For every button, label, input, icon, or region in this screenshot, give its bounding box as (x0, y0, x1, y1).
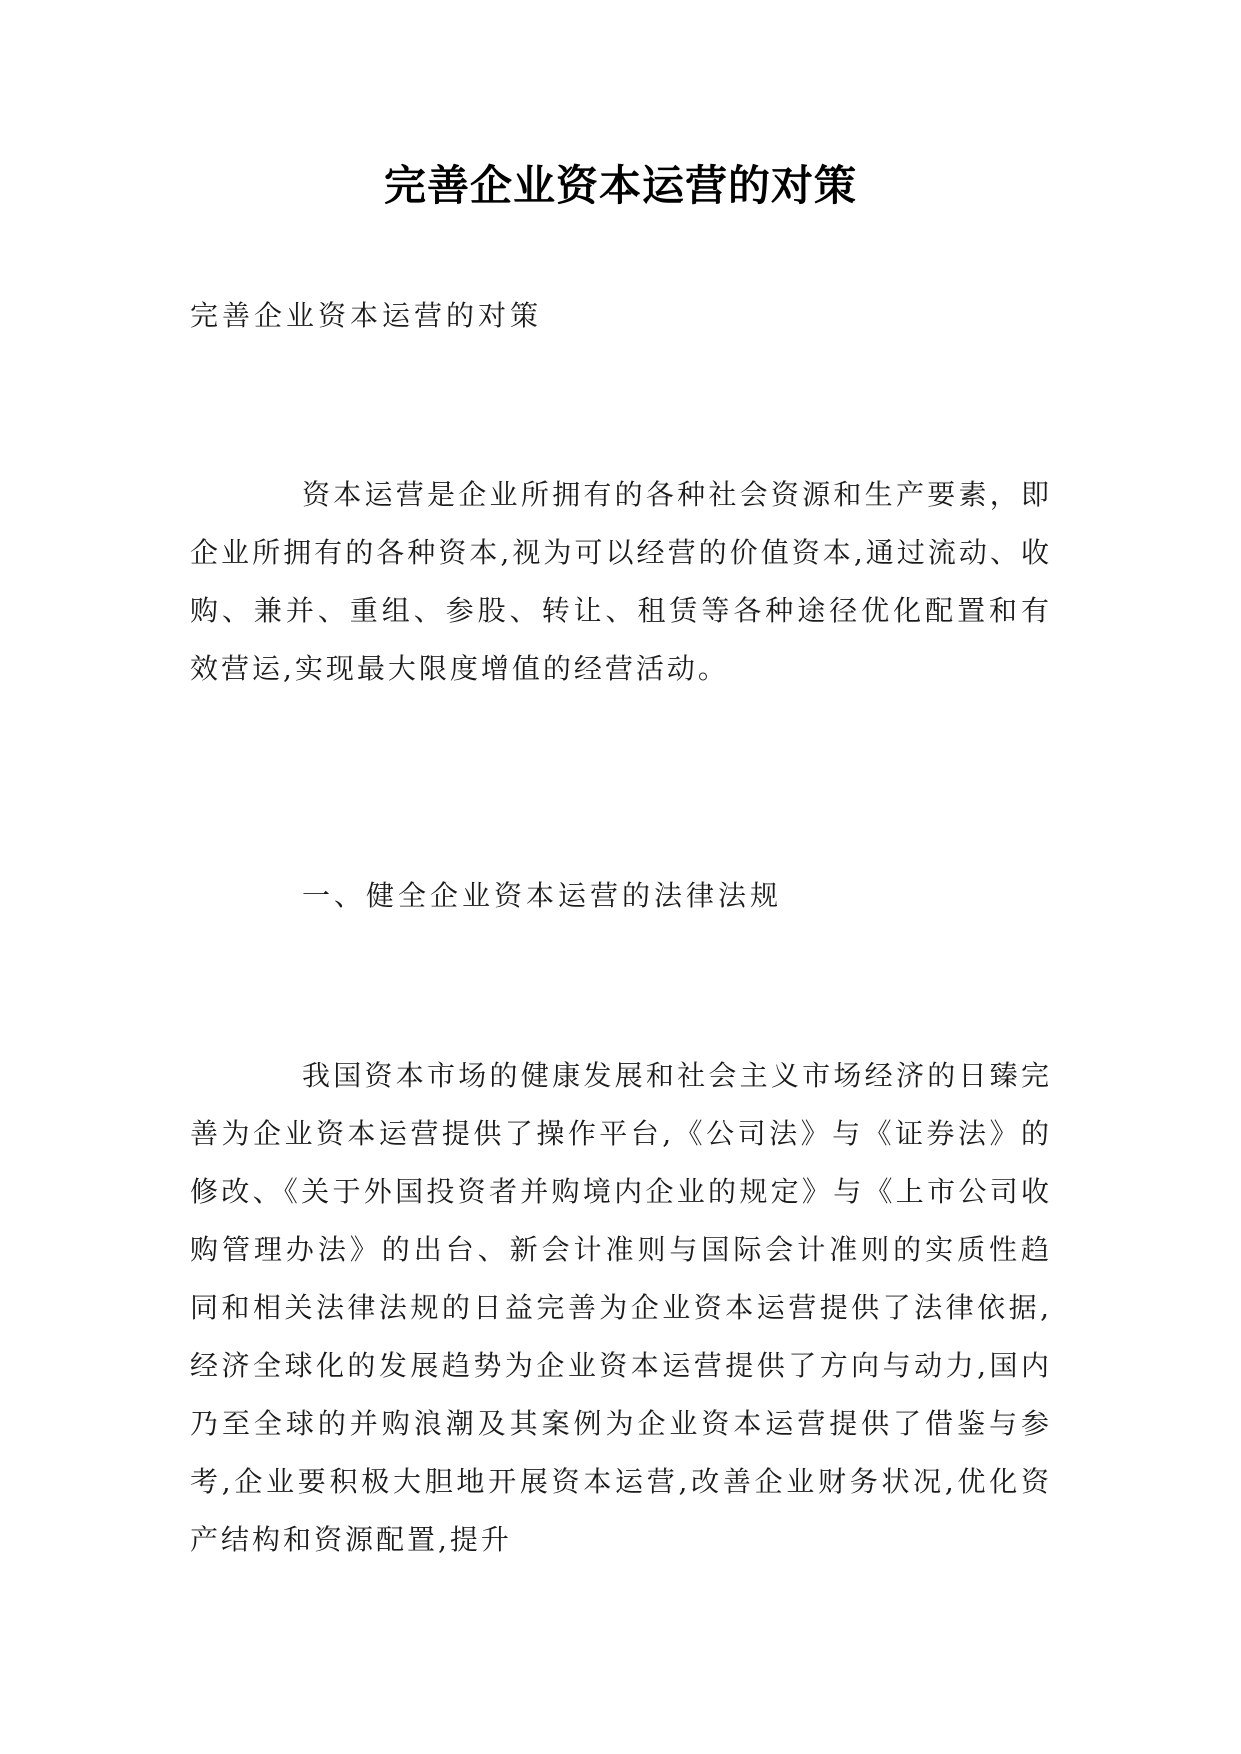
paragraph-legal-framework: 我国资本市场的健康发展和社会主义市场经济的日臻完善为企业资本运营提供了操作平台,《公司法》与《证券法》的修改、《关于外国投资者并购境内企业的规定》与《上市公司收购管理办法》的出台、新会计准则与国际会计准则的实质性趋同和相关法律法规的日益完善为企业资本运营提供了法律依据,经济全球化的发展趋势为企业资本运营提供了方向与动力,国内乃至全球的并购浪潮及其案例为企业资本运营提供了借鉴与参考,企业要积极大胆地开展资本运营,改善企业财务状况,优化资产结构和资源配置,提升 (190, 1059, 1052, 1556)
section-heading: 一、健全企业资本运营的法律法规 (302, 879, 783, 912)
paragraph-intro: 资本运营是企业所拥有的各种社会资源和生产要素，即企业所拥有的各种资本,视为可以经营的价值资本,通过流动、收购、兼并、重组、参股、转让、租赁等各种途径优化配置和有效营运,实现最大限度增值的经营活动。 (190, 478, 1052, 685)
document-title: 完善企业资本运营的对策 (383, 161, 857, 210)
document-subtitle: 完善企业资本运营的对策 (190, 299, 543, 332)
